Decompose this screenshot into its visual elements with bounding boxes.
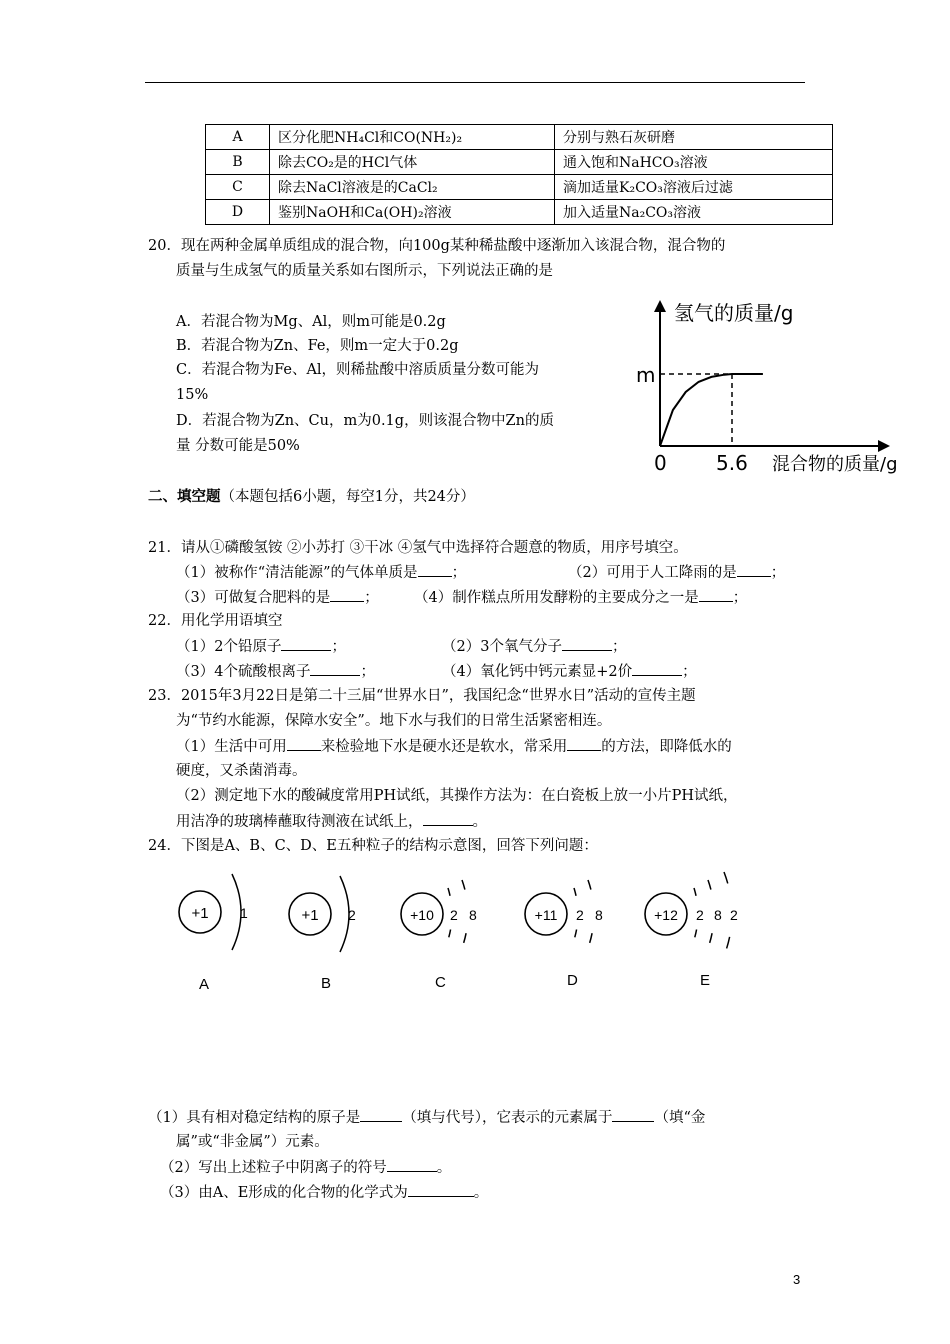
y-axis-label: 氢气的质量/g bbox=[674, 301, 794, 325]
table-row bbox=[206, 175, 833, 200]
q22-stem: 22．用化学用语填空 bbox=[148, 613, 283, 629]
row-key: A bbox=[206, 125, 270, 150]
answer-blank[interactable] bbox=[612, 1107, 654, 1122]
q21-part-2: （2）可用于人工降雨的是 ； bbox=[568, 562, 785, 583]
q20-option-d-2: 量 分数可能是50% bbox=[176, 438, 300, 454]
row-method: 通入饱和NaHCO₃溶液 bbox=[555, 150, 833, 175]
table-row bbox=[206, 150, 833, 175]
q22-part-4: （4）氧化钙中钙元素显+2价 ； bbox=[442, 661, 697, 682]
svg-text:+10: +10 bbox=[410, 907, 434, 923]
row-key: C bbox=[206, 175, 270, 200]
hydrogen-mass-chart bbox=[620, 290, 930, 480]
atom-label-e: E bbox=[700, 972, 711, 989]
svg-text:2: 2 bbox=[576, 907, 584, 923]
q23-line-3: （1）生活中可用 来检验地下水是硬水还是软水，常采用 的方法，即降低水的 bbox=[176, 736, 732, 757]
q24-answer-3: （3）由A、E形成的化合物的化学式为 。 bbox=[160, 1182, 488, 1203]
atom-a bbox=[179, 874, 248, 950]
svg-text:+12: +12 bbox=[654, 907, 678, 923]
svg-text:+1: +1 bbox=[301, 907, 319, 924]
row-purpose: 区分化肥NH₄Cl和CO(NH₂)₂ bbox=[270, 125, 555, 150]
q21-part-1: （1）被称作“清洁能源”的气体单质是 ； bbox=[176, 562, 466, 583]
answer-blank[interactable] bbox=[562, 636, 612, 651]
header-rule bbox=[145, 82, 805, 83]
q23-line-4: 硬度，又杀菌消毒。 bbox=[176, 763, 307, 779]
svg-text:+1: +1 bbox=[191, 905, 209, 922]
svg-text:2: 2 bbox=[348, 907, 356, 923]
q21-part-4: （4）制作糕点所用发酵粉的主要成分之一是 ； bbox=[414, 587, 747, 608]
atom-label-a: A bbox=[199, 976, 210, 993]
x-axis-label: 混合物的质量/g bbox=[772, 454, 898, 475]
table-row bbox=[206, 125, 833, 150]
svg-text:2: 2 bbox=[450, 907, 458, 923]
q23-line-1: 23．2015年3月22日是第二十三届“世界水日”，我国纪念“世界水日”活动的宣传主题 bbox=[148, 688, 696, 704]
q20-stem-2: 质量与生成氢气的质量关系如右图所示，下列说法正确的是 bbox=[176, 263, 553, 279]
q23-line-2: 为“节约水能源，保障水安全”。地下水与我们的日常生活紧密相连。 bbox=[176, 713, 612, 729]
q21-stem: 21．请从①磷酸氢铵 ②小苏打 ③干冰 ④氢气中选择符合题意的物质，用序号填空。 bbox=[148, 540, 688, 556]
answer-blank[interactable] bbox=[418, 562, 452, 577]
origin-label: 0 bbox=[654, 451, 667, 475]
q23-line-6: 用洁净的玻璃棒蘸取待测液在试纸上， 。 bbox=[176, 811, 487, 832]
svg-text:2: 2 bbox=[696, 907, 704, 923]
row-purpose: 鉴别NaOH和Ca(OH)₂溶液 bbox=[270, 200, 555, 225]
svg-text:1: 1 bbox=[240, 905, 248, 921]
y-tick-label: m bbox=[636, 363, 656, 387]
atom-label-b: B bbox=[321, 975, 332, 992]
x-axis-arrow-icon bbox=[878, 440, 890, 452]
atom-label-d: D bbox=[567, 972, 578, 989]
svg-text:8: 8 bbox=[595, 907, 603, 923]
q20-option-a: A．若混合物为Mg、Al，则m可能是0.2g bbox=[176, 314, 446, 330]
q20-option-c-1: C．若混合物为Fe、Al，则稀盐酸中溶质质量分数可能为 bbox=[176, 362, 540, 378]
q24-stem: 24．下图是A、B、C、D、E五种粒子的结构示意图，回答下列问题： bbox=[148, 838, 598, 854]
answer-blank[interactable] bbox=[408, 1182, 474, 1197]
q21-part-3: （3）可做复合肥料的是 ； bbox=[176, 587, 379, 608]
row-method: 滴加适量K₂CO₃溶液后过滤 bbox=[555, 175, 833, 200]
row-method: 分别与熟石灰研磨 bbox=[555, 125, 833, 150]
atom-label-c: C bbox=[435, 974, 446, 991]
section-heading bbox=[148, 487, 475, 507]
atom-d bbox=[525, 880, 603, 948]
svg-text:2: 2 bbox=[730, 907, 738, 923]
page-number: 3 bbox=[793, 1272, 801, 1287]
answer-blank[interactable] bbox=[387, 1157, 437, 1172]
q22-part-2: （2）3个氧气分子 ； bbox=[442, 636, 626, 657]
q24-answer-1: （1）具有相对稳定结构的原子是 （填与代号），它表示的元素属于 （填“金 bbox=[148, 1107, 705, 1128]
atom-diagrams bbox=[160, 862, 760, 972]
answer-blank[interactable] bbox=[287, 736, 321, 751]
q20-option-d-1: D．若混合物为Zn、Cu，m为0.1g，则该混合物中Zn的质 bbox=[176, 413, 554, 429]
row-key: D bbox=[206, 200, 270, 225]
svg-text:8: 8 bbox=[714, 907, 722, 923]
answer-blank[interactable] bbox=[632, 661, 682, 676]
q20-stem-1: 20．现在两种金属单质组成的混合物，向100g某种稀盐酸中逐渐加入该混合物，混合物的 bbox=[148, 238, 726, 254]
answer-blank[interactable] bbox=[699, 587, 733, 602]
row-purpose: 除去NaCl溶液是的CaCl₂ bbox=[270, 175, 555, 200]
answer-blank[interactable] bbox=[423, 811, 473, 826]
row-key: B bbox=[206, 150, 270, 175]
q22-part-3: （3）4个硫酸根离子 ； bbox=[176, 661, 375, 682]
atom-b bbox=[289, 876, 356, 952]
answer-blank[interactable] bbox=[281, 636, 331, 651]
svg-text:+11: +11 bbox=[534, 907, 558, 923]
q22-part-1: （1）2个铅原子 ； bbox=[176, 636, 346, 657]
answer-blank[interactable] bbox=[737, 562, 771, 577]
y-axis-arrow-icon bbox=[654, 300, 666, 312]
row-purpose: 除去CO₂是的HCl气体 bbox=[270, 150, 555, 175]
svg-text:8: 8 bbox=[469, 907, 477, 923]
answer-blank[interactable] bbox=[330, 587, 364, 602]
table-row bbox=[206, 200, 833, 225]
x-tick-label: 5.6 bbox=[716, 451, 748, 475]
answer-blank[interactable] bbox=[360, 1107, 402, 1122]
q24-answer-2: （2）写出上述粒子中阴离子的符号 。 bbox=[160, 1157, 451, 1178]
q20-option-c-2: 15% bbox=[176, 387, 209, 403]
atom-c bbox=[401, 880, 477, 948]
section-note: （本题包括6小题，每空1分，共24分） bbox=[220, 489, 475, 505]
row-method: 加入适量Na₂CO₃溶液 bbox=[555, 200, 833, 225]
options-table bbox=[205, 124, 833, 225]
q20-option-b: B．若混合物为Zn、Fe，则m一定大于0.2g bbox=[176, 338, 459, 354]
series-line bbox=[660, 374, 763, 446]
section-title: 二、填空题 bbox=[148, 488, 221, 505]
answer-blank[interactable] bbox=[310, 661, 360, 676]
atom-e bbox=[645, 872, 738, 956]
q23-line-5: （2）测定地下水的酸碱度常用PH试纸，其操作方法为：在白瓷板上放一小片PH试纸， bbox=[176, 788, 738, 804]
answer-blank[interactable] bbox=[567, 736, 601, 751]
q24-answer-1-cont: 属”或“非金属”）元素。 bbox=[176, 1134, 329, 1150]
